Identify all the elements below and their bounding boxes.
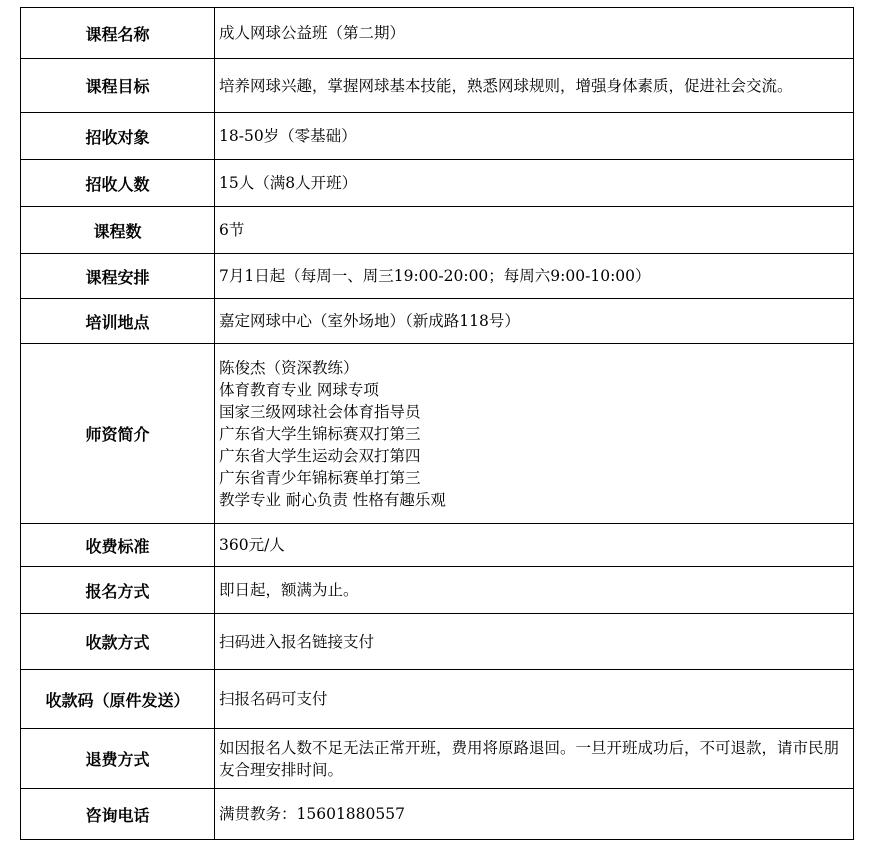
row-value: 360元/人 (215, 524, 854, 567)
row-value: 成人网球公益班（第二期） (215, 8, 854, 59)
bio-line: 广东省大学生运动会双打第四 (219, 446, 421, 465)
table-row (21, 254, 854, 299)
row-label: 招收人数 (21, 160, 215, 207)
table-row (21, 789, 854, 840)
row-value: 满贯教务：15601880557 (215, 789, 854, 840)
row-label: 课程数 (21, 207, 215, 254)
table-row (21, 614, 854, 670)
row-label: 课程名称 (21, 8, 215, 59)
row-label: 报名方式 (21, 567, 215, 614)
row-value: 如因报名人数不足无法正常开班，费用将原路退回。一旦开班成功后，不可退款，请市民朋友合理安排时间。 (215, 729, 854, 789)
row-value: 即日起，额满为止。 (215, 567, 854, 614)
row-value: 6节 (215, 207, 854, 254)
row-value: 18-50岁（零基础） (215, 113, 854, 160)
row-label: 课程安排 (21, 254, 215, 299)
table-row (21, 160, 854, 207)
row-label: 咨询电话 (21, 789, 215, 840)
bio-line: 陈俊杰（资深教练） (219, 358, 359, 377)
row-label: 招收对象 (21, 113, 215, 160)
row-label: 收款方式 (21, 614, 215, 670)
row-value: 15人（满8人开班） (215, 160, 854, 207)
table-row (21, 8, 854, 59)
table-row (21, 729, 854, 789)
bio-line: 广东省大学生锦标赛双打第三 (219, 424, 421, 443)
bio-line: 国家三级网球社会体育指导员 (219, 402, 421, 421)
table-row (21, 113, 854, 160)
table-row (21, 207, 854, 254)
row-value: 扫码进入报名链接支付 (215, 614, 854, 670)
row-label: 收款码（原件发送） (21, 670, 215, 729)
row-value: 扫报名码可支付 (215, 670, 854, 729)
instructor-bio (215, 344, 854, 524)
row-value: 嘉定网球中心（室外场地）（新成路118号） (215, 299, 854, 344)
table-row (21, 670, 854, 729)
bio-line: 教学专业 耐心负责 性格有趣乐观 (219, 490, 446, 509)
table-row (21, 524, 854, 567)
row-label: 培训地点 (21, 299, 215, 344)
bio-line: 广东省青少年锦标赛单打第三 (219, 468, 421, 487)
table-row (21, 299, 854, 344)
bio-line: 体育教育专业 网球专项 (219, 380, 379, 399)
row-label: 退费方式 (21, 729, 215, 789)
course-info-table (20, 7, 854, 840)
row-value: 培养网球兴趣，掌握网球基本技能，熟悉网球规则，增强身体素质，促进社会交流。 (215, 59, 854, 113)
table-row (21, 344, 854, 524)
row-label: 课程目标 (21, 59, 215, 113)
table-row (21, 567, 854, 614)
table-row (21, 59, 854, 113)
row-label: 收费标准 (21, 524, 215, 567)
row-value: 7月1日起（每周一、周三19:00-20:00；每周六9:00-10:00） (215, 254, 854, 299)
row-label: 师资简介 (21, 344, 215, 524)
